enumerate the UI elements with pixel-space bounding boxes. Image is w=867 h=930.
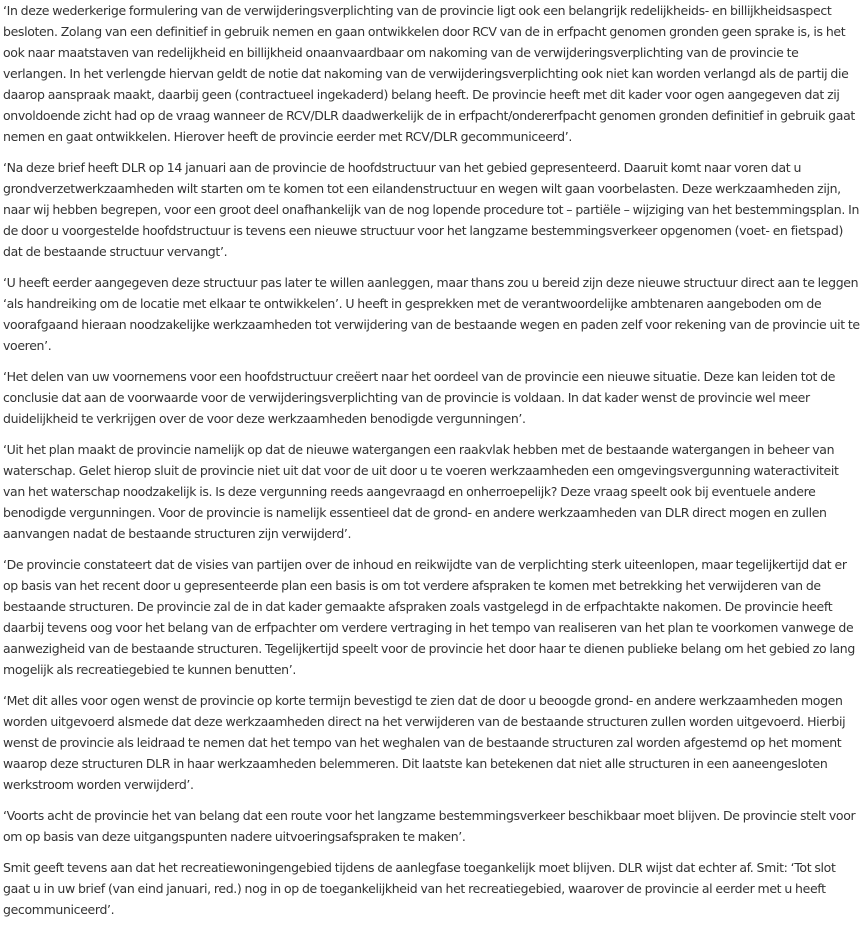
paragraph-5: ‘Uit het plan maakt de provincie namelijk op dat de nieuwe watergangen een raakvlak hebben met de bestaande watergangen in beheer van waterschap. Gelet hierop sluit de provincie niet uit dat voor de uit door u te voeren werkzaamheden een omgevingsvergunning wateractiviteit van het waterschap noodzakelijk is. Is deze vergunning reeds aangevraagd en onherroepelijk? Deze vraag speelt ook bij eventuele andere benodigde vergunningen. Voor de provincie is namelijk essentieel dat de grond- en andere werkzaamheden van DLR direct mogen en zullen aanvangen nadat de bestaande structuren zijn verwijderd’.: [3, 442, 839, 541]
paragraph-7: ‘Met dit alles voor ogen wenst de provincie op korte termijn bevestigd te zien dat de door u beoogde grond- en andere werkzaamheden mogen worden uitgevoerd alsmede dat deze werkzaamheden direct na het verwijderen van de bestaande structuren zullen worden uitgevoerd. Hierbij wenst de provincie als leidraad te nemen dat het tempo van het weghalen van de bestaande structuren zal worden afgestemd op het moment waarop deze structuren DLR in haar werkzaamheden belemmeren. Dit laatste kan betekenen dat niet alle structuren in een aaneengesloten werkstroom worden verwijderd’.: [3, 693, 846, 792]
paragraph-4: ‘Het delen van uw voornemens voor een hoofdstructuur creëert naar het oordeel van de provincie een nieuwe situatie. Deze kan leiden tot de conclusie dat aan de voorwaarde voor de verwijderingsverplichting van de provincie is voldaan. In dat kader wenst de provincie wel meer duidelijkheid te verkrijgen over de voor deze werkzaamheden benodigde vergunningen’.: [3, 369, 836, 426]
paragraph-9: Smit geeft tevens aan dat het recreatiewoningengebied tijdens de aanlegfase toegankelijk moet blijven. DLR wijst dat echter af. Smit: ‘Tot slot gaat u in uw brief (van eind januari, red.) nog in op de toegankelijkheid van het recreatiegebied, waarover de provincie al eerder met u heeft gecommuniceerd’.: [3, 860, 836, 917]
paragraph-6: ‘De provincie constateert dat de visies van partijen over de inhoud en reikwijdte van de verplichting sterk uiteenlopen, maar tegelijkertijd dat er op basis van het recent door u gepresenteerde plan een basis is om tot verdere afspraken te komen met betrekking het verwijderen van de bestaande structuren. De provincie zal de in dat kader gemaakte afspraken zoals vastgelegd in de erfpachtakte nakomen. De provincie heeft daarbij tevens oog voor het belang van de erfpachter om verdere vertraging in het tempo van realiseren van het plan te voorkomen vanwege de aanwezigheid van de bestaande structuren. Tegelijkertijd speelt voor de provincie het door haar te dienen publieke belang om het gebied zo lang mogelijk als recreatiegebied te kunnen benutten’.: [3, 557, 855, 677]
paragraph-8: ‘Voorts acht de provincie het van belang dat een route voor het langzame bestemmingsverkeer beschikbaar moet blijven. De provincie stelt voor om op basis van deze uitgangspunten nadere uitvoeringsafspraken te maken’.: [3, 808, 856, 844]
paragraph-2: ‘Na deze brief heeft DLR op 14 januari aan de provincie de hoofdstructuur van het gebied gepresenteerd. Daaruit komt naar voren dat u grondverzetwerkzaamheden wilt starten om te komen tot een eilandenstructuur en wegen wilt gaan voorbelasten. Deze werkzaamheden zijn, naar wij hebben begrepen, voor een groot deel onafhankelijk van de nog lopende procedure tot – partiële – wijziging van het bestemmingsplan. In de door u voorgestelde hoofdstructuur is tevens een nieuwe structuur voor het langzame bestemmingsverkeer opgenomen (voet- en fietspad) dat de bestaande structuur vervangt’.: [3, 160, 860, 259]
paragraph-3: ‘U heeft eerder aangegeven deze structuur pas later te willen aanleggen, maar thans zou u bereid zijn deze nieuwe structuur direct aan te leggen ‘als handreiking om de locatie met elkaar te ontwikkelen’. U heeft in gesprekken met de verantwoordelijke ambtenaren aangeboden om de voorafgaand hieraan noodzakelijke werkzaamheden tot verwijdering van de bestaande wegen en paden zelf voor rekening van de provincie uit te voeren’.: [3, 275, 860, 353]
paragraph-1: ‘In deze wederkerige formulering van de verwijderingsverplichting van de provincie ligt ook een belangrijk redelijkheids- en billijkheidsaspect besloten. Zolang van een definitief in gebruik nemen en gaan ontwikkelen door RCV van de in erfpacht genomen gronden geen sprake is, is het ook naar maatstaven van redelijkheid en billijkheid onaanvaardbaar om nakoming van de verwijderingsverplichting van de provincie te verlangen. In het verlengde hiervan geldt de notie dat nakoming van de verwijderingsverplichting ook niet kan worden verlangd als de partij die daarop aanspraak maakt, daarbij geen (contractueel ingekaderd) belang heeft. De provincie heeft met dit kader voor ogen aangegeven dat zij onvoldoende zicht had op de vraag wanneer de RCV/DLR daadwerkelijk de in erfpacht/ondererfpacht genomen gronden definitief in gebruik gaat nemen en gaat ontwikkelen. Hierover heeft de provincie eerder met RCV/DLR gecommuniceerd’.: [3, 3, 855, 144]
